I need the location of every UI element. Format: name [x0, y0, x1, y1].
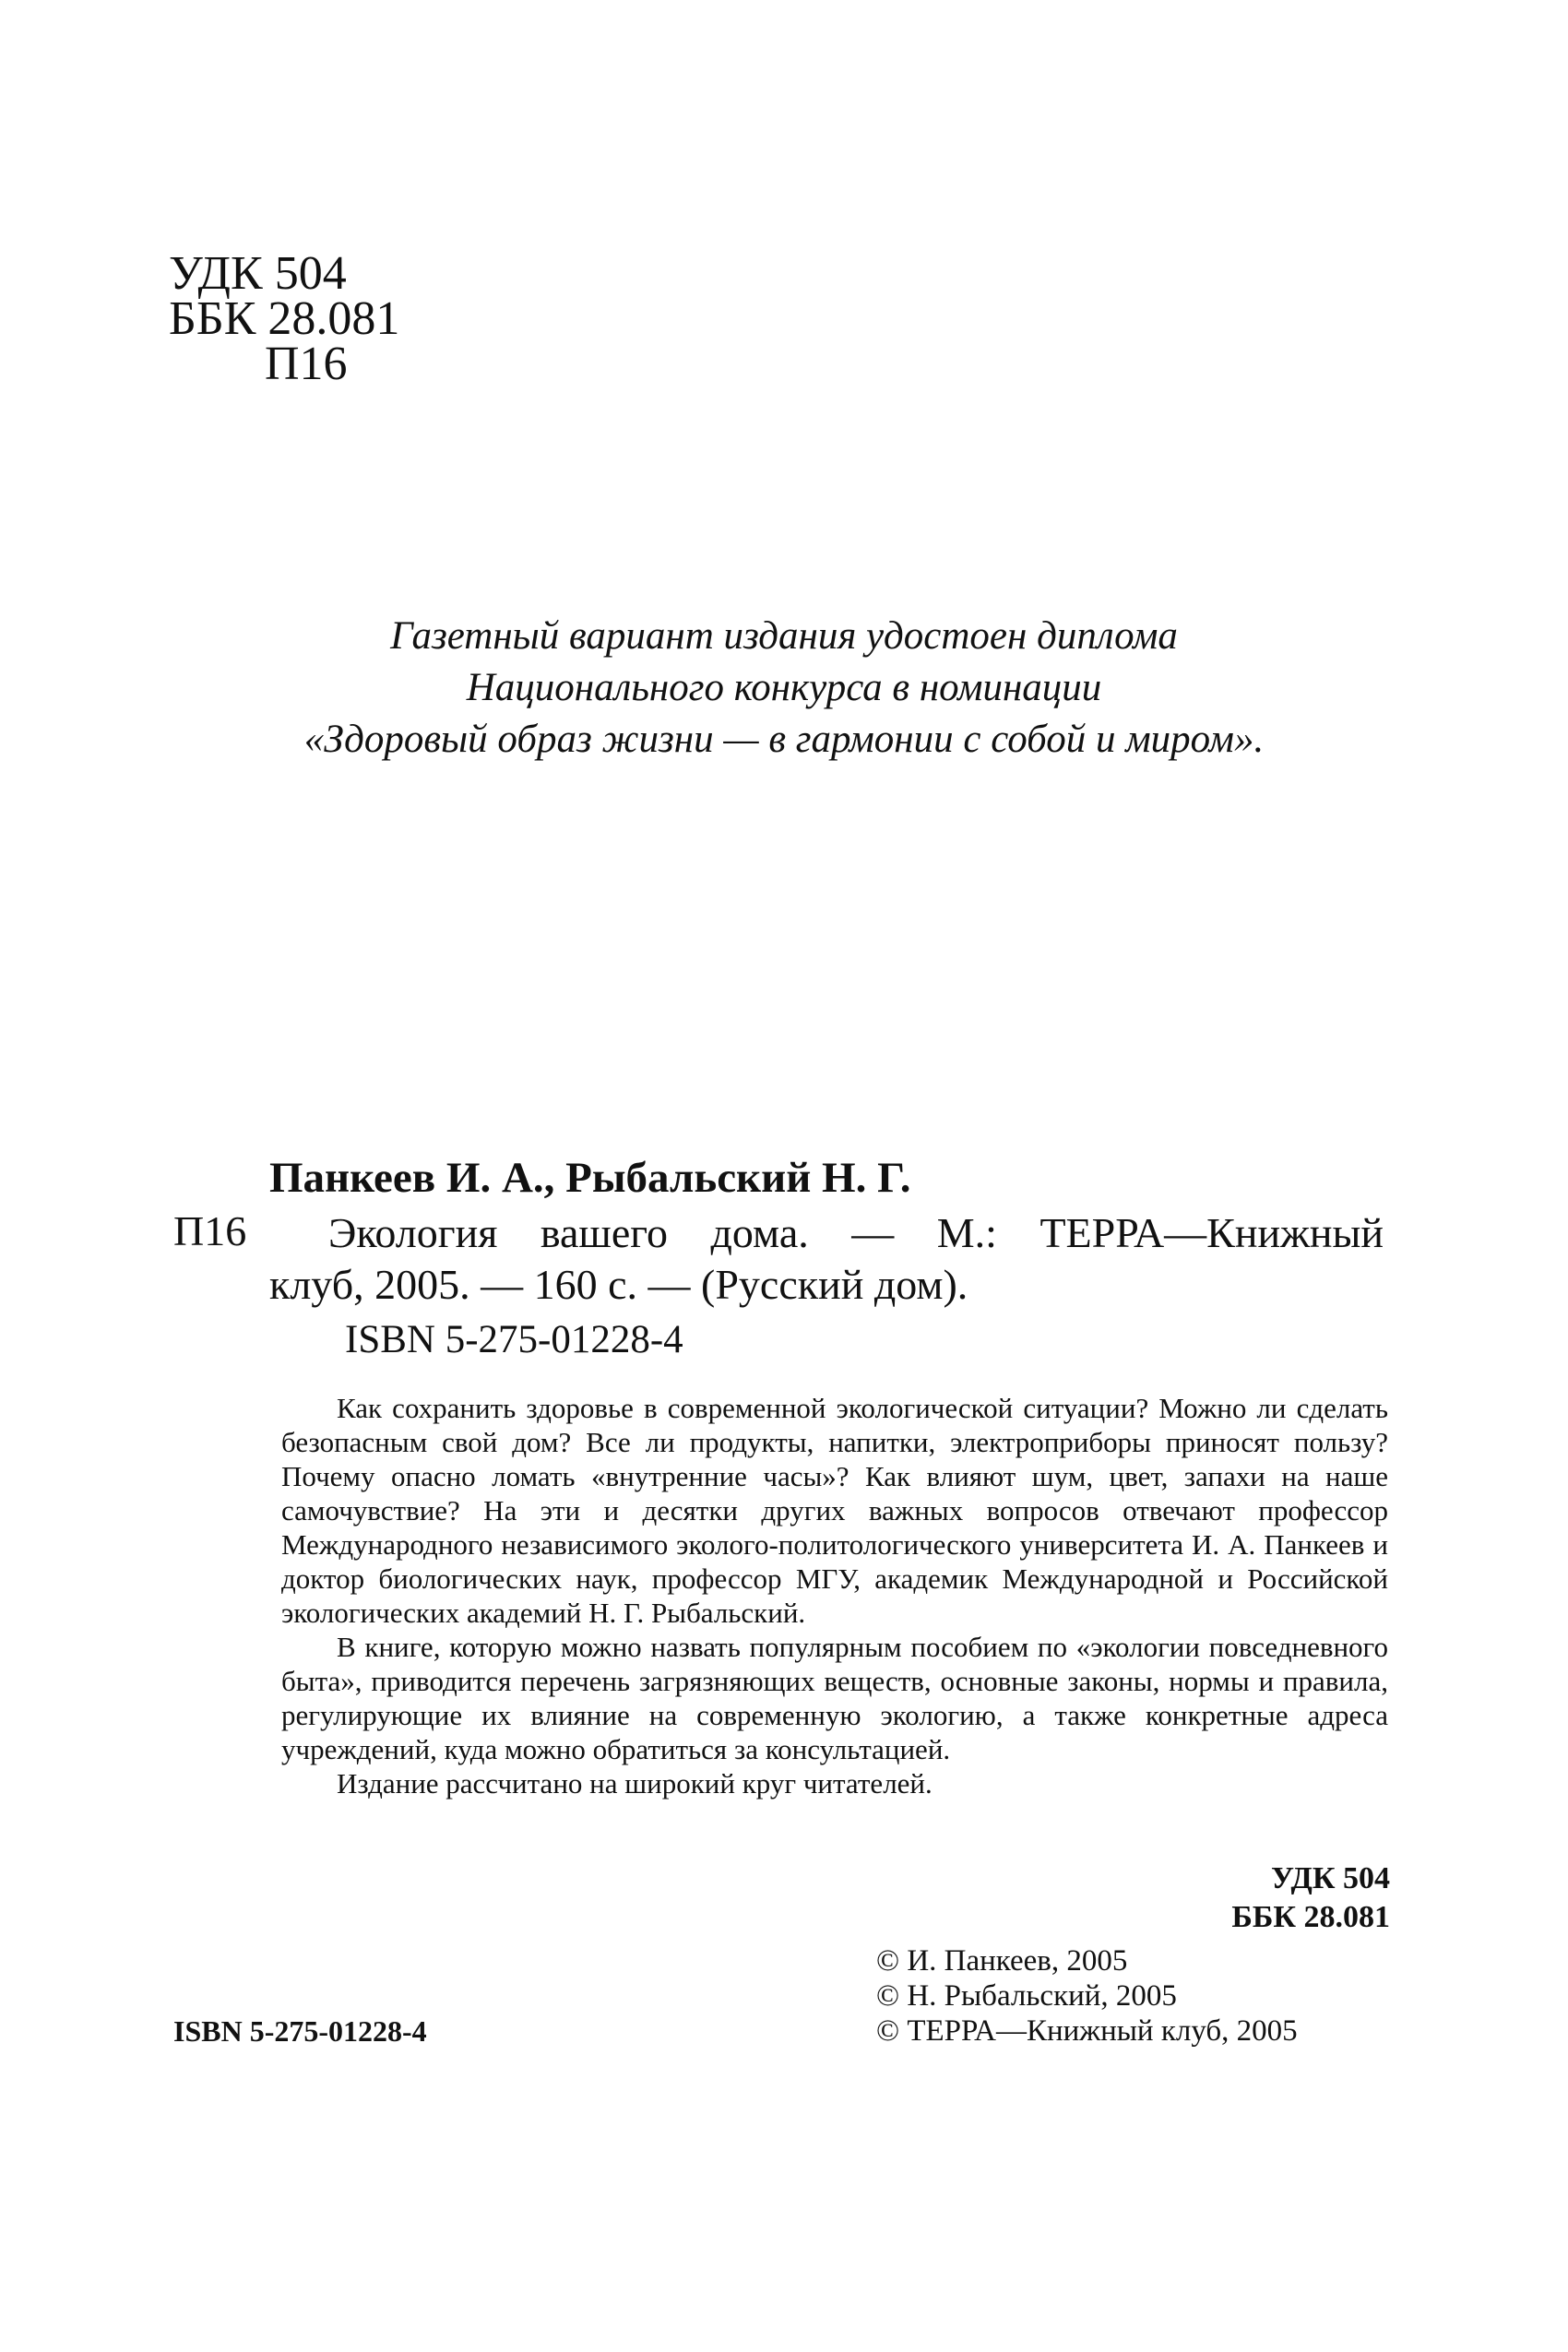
isbn-bottom: ISBN 5-275-01228-4: [173, 2014, 427, 2048]
copyrights: [876, 1943, 1298, 2049]
record-isbn: ISBN 5-275-01228-4: [345, 1318, 683, 1361]
bbk-bottom: ББК 28.081: [1231, 1900, 1390, 1934]
author-mark-top: П16: [265, 338, 348, 390]
award-line-2: Национального конкурса в номинации: [466, 666, 1102, 709]
bbk-top: ББК 28.081: [169, 292, 400, 345]
record-author-mark: П16: [173, 1207, 247, 1254]
award-line-3: «Здоровый образ жизни — в гармонии с собой и миром».: [303, 718, 1265, 761]
annotation: [281, 1391, 1388, 1800]
udk-top: УДК 504: [169, 247, 347, 300]
classification-bottom: [1231, 1859, 1390, 1937]
record-title: [269, 1207, 1384, 1311]
record-authors: Панкеев И. А., Рыбальский Н. Г.: [269, 1154, 911, 1202]
award-note: [277, 611, 1291, 766]
copyright-line-2: © Н. Рыбальский, 2005: [876, 1979, 1177, 2013]
record-title-line-2: клуб, 2005. — 160 с. — (Русский дом).: [269, 1261, 968, 1308]
award-line-1: Газетный вариант издания удостоен диплома: [390, 614, 1178, 658]
annotation-paragraph-2: В книге, которую можно назвать популярным пособием по «экологии повседневного быта», приводится перечень загрязняющих веществ, основные законы, нормы и правила, регулирующие их влияние на современную экологию, а также конкретные адреса учреждений, куда можно обратиться за консультацией.: [281, 1631, 1388, 1765]
annotation-paragraph-3: Издание рассчитано на широкий круг читателей.: [337, 1767, 932, 1800]
annotation-paragraph-1: Как сохранить здоровье в современной экологической ситуации? Можно ли сделать безопасным свой дом? Все ли продукты, напитки, электроприборы приносят пользу? Почему опасно ломать «внутренние часы»? Как влияют шум, цвет, запахи на наше самочувствие? На эти и десятки других важных вопросов отвечают профессор Международного независимого эколого-политологического университета И. А. Панкеев и доктор биологических наук, профессор МГУ, академик Международной и Российской экологических академий Н. Г. Рыбальский.: [281, 1392, 1388, 1629]
record-title-line-1: Экология вашего дома. — М.: ТЕРРА—Книжный: [328, 1209, 1384, 1256]
copyright-line-1: © И. Панкеев, 2005: [876, 1944, 1128, 1978]
copyright-line-3: © ТЕРРА—Книжный клуб, 2005: [876, 2014, 1298, 2048]
udk-bottom: УДК 504: [1270, 1861, 1390, 1895]
